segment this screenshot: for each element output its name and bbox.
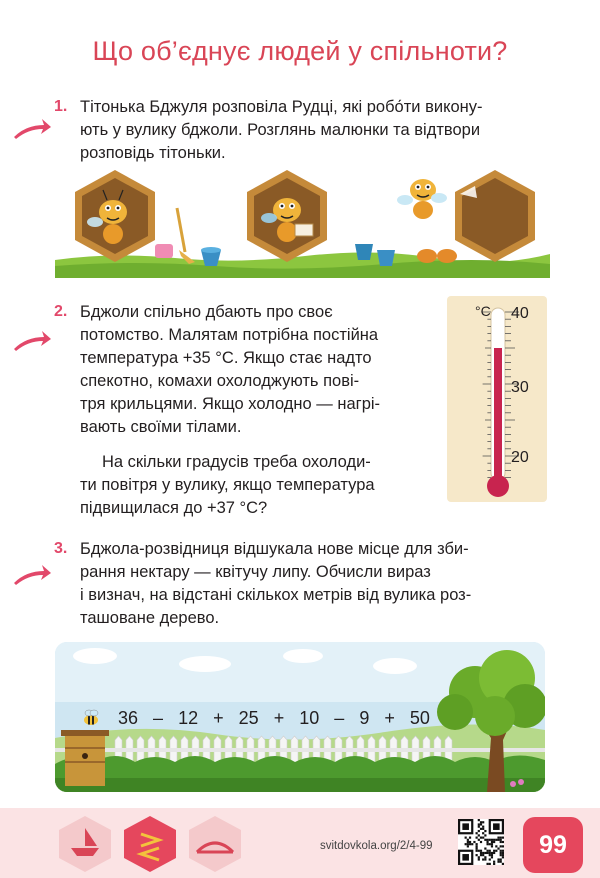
task-number: 1.	[54, 98, 68, 115]
pointer-arrow-icon	[12, 563, 52, 587]
task-line: ють у вулику бджоли. Розглянь малюнки та відтвори	[80, 121, 481, 139]
expression-term: +	[384, 708, 395, 728]
thermometer-tick-label: 30	[511, 379, 529, 396]
bees-at-work-illustration	[55, 168, 550, 278]
pointer-arrow-icon	[12, 117, 52, 141]
thermometer-tick-label: 40	[511, 305, 529, 322]
bee-icon	[397, 179, 447, 219]
qr-code-icon[interactable]	[458, 819, 504, 865]
task-line: розповідь тітоньки.	[80, 144, 226, 162]
question-line: ти повітря у вулику, якщо температура	[80, 476, 375, 494]
task-line: Бджоли спільно дбають про своє	[80, 303, 333, 321]
expression-term: –	[153, 708, 164, 728]
task-line: ташоване дерево.	[80, 609, 220, 627]
thermometer-mercury	[494, 348, 502, 484]
page-number: 99	[539, 830, 567, 859]
task-line: вають своїми тілами.	[80, 418, 242, 436]
bridge-icon	[189, 816, 241, 872]
thermometer-tick-label: 20	[511, 449, 529, 466]
task-line: Бджола-розвідниця відшукала нове місце для зби-	[80, 540, 469, 558]
expression-term: 25	[238, 708, 259, 728]
footer-icons	[55, 812, 255, 876]
expression-term: +	[213, 708, 224, 728]
bee-icon	[80, 708, 102, 728]
task-number: 2.	[54, 303, 68, 320]
hexagon-icon	[455, 170, 535, 262]
task-line: рання нектару — квітучу липу. Обчисли вираз	[80, 563, 431, 581]
task-number: 3.	[54, 540, 68, 557]
math-expression	[118, 708, 430, 729]
expression-term: 10	[299, 708, 320, 728]
task-line: тря крильцями. Якщо холодно — нагрі-	[80, 395, 381, 413]
expression-term: 9	[359, 708, 370, 728]
compare-icon	[124, 816, 176, 872]
question-line: підвищилася до +37 °С?	[80, 499, 268, 517]
beehive-icon	[61, 730, 109, 786]
task-line: і визнач, на відстані скількох метрів від вулика роз-	[80, 586, 472, 604]
expression-term: +	[273, 708, 285, 728]
expression-term: –	[334, 708, 345, 728]
task-line: спекотно, комахи охолоджують пові-	[80, 372, 360, 390]
task-line: потомство. Малятам потрібна постійна	[80, 326, 379, 344]
page-title: Що об’єднує людей у спільноти?	[92, 36, 508, 66]
expression-term: 12	[178, 708, 199, 728]
page-number-badge	[523, 817, 583, 873]
footer-url[interactable]: svitdovkola.org/2/4-99	[320, 840, 433, 852]
expression-term: 50	[409, 708, 430, 728]
pointer-arrow-icon	[12, 329, 52, 353]
question-line: На скільки градусів треба охолоди-	[102, 453, 371, 471]
thermometer-unit: °C	[475, 303, 491, 319]
thermometer	[445, 294, 549, 504]
task-line: Тітонька Бджуля розповіла Рудці, які робо́ти викону-	[80, 98, 483, 116]
boat-icon	[59, 816, 111, 872]
expression-term: 36	[118, 708, 139, 728]
task-line: температура +35 °С. Якщо стає надто	[80, 349, 372, 367]
